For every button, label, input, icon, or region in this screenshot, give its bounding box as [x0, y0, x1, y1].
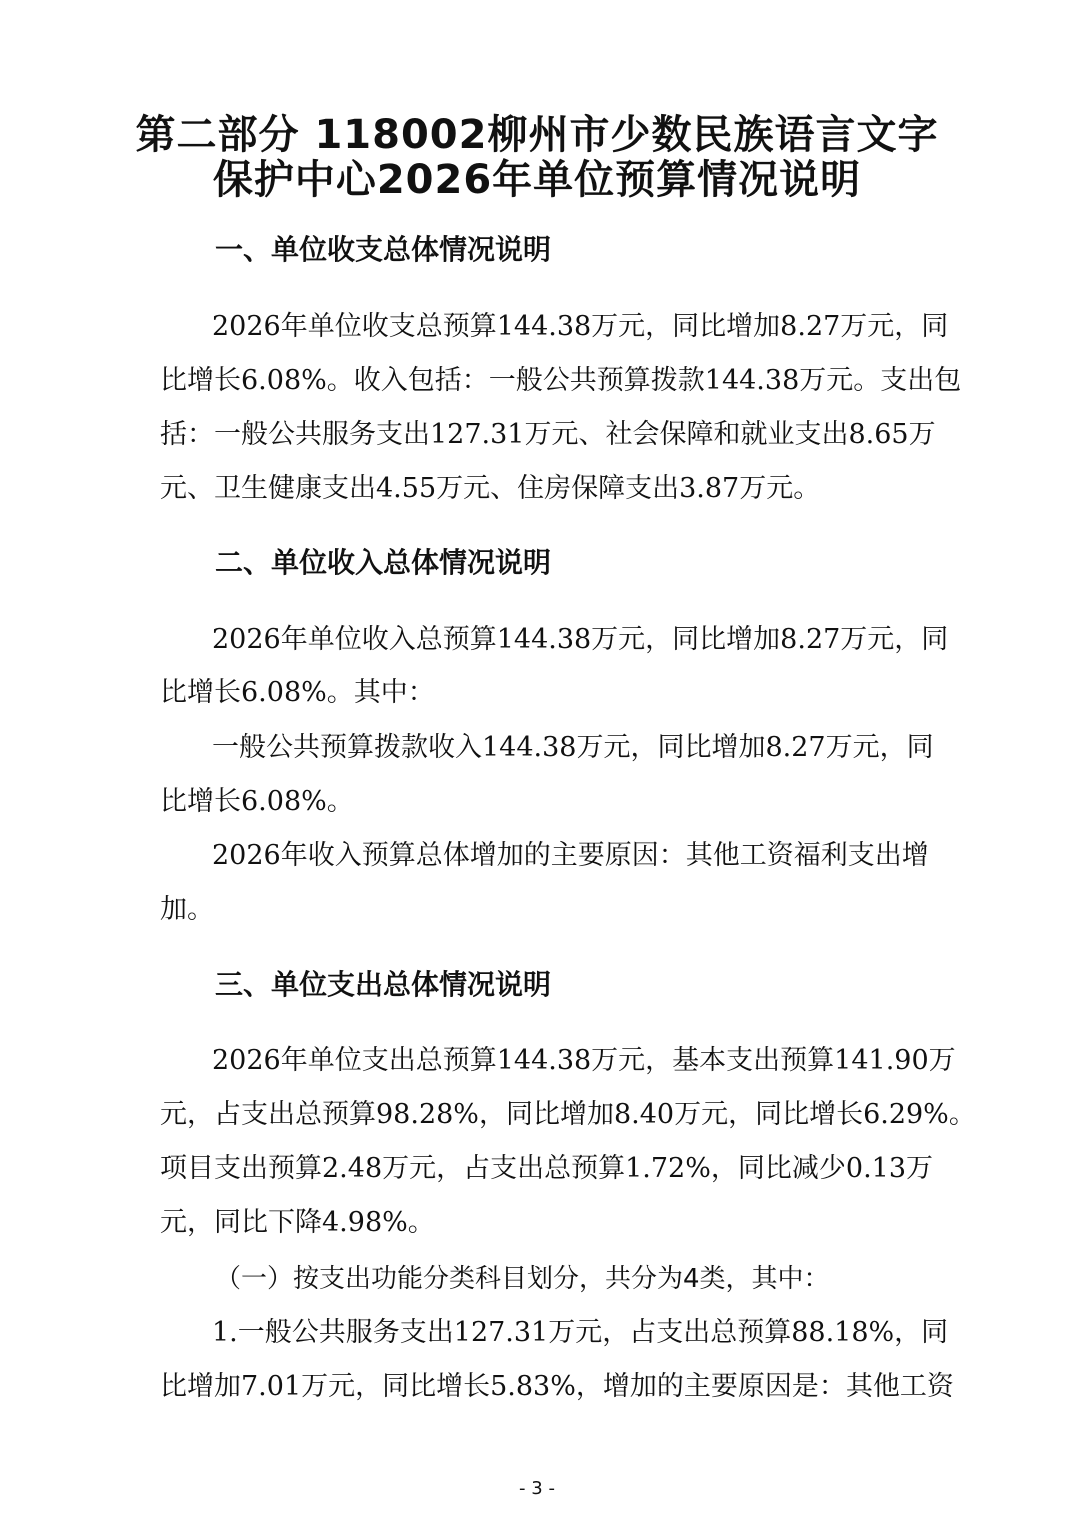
section-1-line-4: 元、卫生健康支出4.55万元、住房保障支出3.87万元。	[160, 473, 821, 504]
section-2-p3-line-2: 加。	[160, 894, 214, 925]
section-2-p3-line-1: 2026年收入预算总体增加的主要原因：其他工资福利支出增	[212, 840, 929, 871]
section-3-item1-line-1: 1.一般公共服务支出127.31万元，占支出总预算88.18%，同	[212, 1317, 949, 1348]
page-title-line-2: 保护中心2026年单位预算情况说明	[212, 157, 862, 203]
section-2-p2-line-2: 比增长6.08%。	[160, 786, 354, 817]
section-2-p2-line-1: 一般公共预算拨款收入144.38万元，同比增加8.27万元，同	[212, 732, 934, 763]
section-1-heading: 一、单位收支总体情况说明	[215, 233, 552, 266]
section-2-heading: 二、单位收入总体情况说明	[215, 546, 552, 579]
section-1-line-2: 比增长6.08%。收入包括：一般公共预算拨款144.38万元。支出包	[160, 365, 962, 396]
section-3-p1-line-1: 2026年单位支出总预算144.38万元，基本支出预算141.90万	[212, 1045, 956, 1076]
page-title-line-1: 第二部分 118002柳州市少数民族语言文字	[135, 112, 939, 158]
section-3-p1-line-4: 元，同比下降4.98%。	[160, 1207, 435, 1238]
section-1-line-3: 括：一般公共服务支出127.31万元、社会保障和就业支出8.65万	[160, 419, 936, 450]
section-3-item1-line-2: 比增加7.01万元，同比增长5.83%，增加的主要原因是：其他工资	[160, 1371, 954, 1402]
section-2-p1-line-1: 2026年单位收入总预算144.38万元，同比增加8.27万元，同	[212, 624, 949, 655]
section-3-p1-line-2: 元，占支出总预算98.28%，同比增加8.40万元，同比增长6.29%。	[160, 1099, 976, 1130]
section-2-p1-line-2: 比增长6.08%。其中：	[160, 677, 435, 708]
section-3-subheading: （一）按支出功能分类科目划分，共分为4类，其中：	[215, 1264, 830, 1294]
page-number: - 3 -	[519, 1478, 555, 1499]
section-1-line-1: 2026年单位收支总预算144.38万元，同比增加8.27万元，同	[212, 311, 949, 342]
section-3-p1-line-3: 项目支出预算2.48万元，占支出总预算1.72%，同比减少0.13万	[160, 1153, 934, 1184]
section-3-heading: 三、单位支出总体情况说明	[215, 968, 552, 1001]
